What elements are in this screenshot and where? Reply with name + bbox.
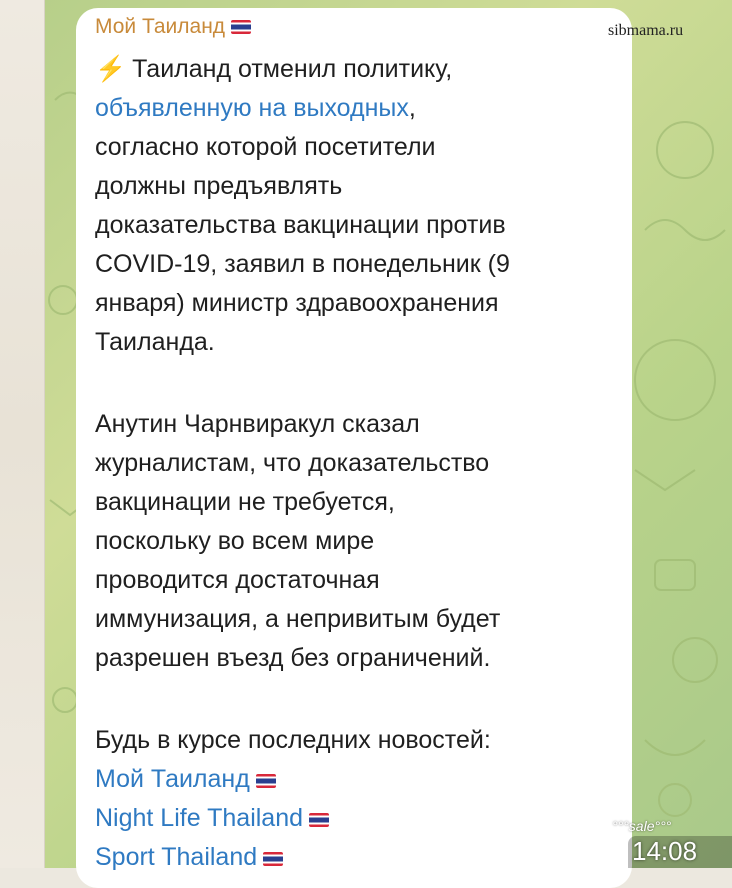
message-line: иммунизация, а непривитым будет	[95, 605, 501, 633]
link-sport-thailand[interactable]: Sport Thailand	[95, 843, 283, 872]
left-panel-edge	[0, 0, 45, 868]
thailand-flag-icon	[309, 813, 329, 827]
message-line: COVID-19, заявил в понедельник (9	[95, 250, 510, 278]
thailand-flag-icon	[256, 774, 276, 788]
lightning-icon: ⚡	[95, 55, 127, 83]
weekend-policy-link[interactable]: объявленную на выходных	[95, 94, 409, 122]
message-line: Таиланда.	[95, 328, 215, 356]
message-line: разрешен въезд без ограничений.	[95, 644, 491, 672]
link-my-thailand[interactable]: Мой Таиланд	[95, 765, 276, 794]
message-line: должны предъявлять	[95, 172, 343, 200]
message-line: согласно которой посетители	[95, 133, 436, 161]
message-line: журналистам, что доказательство	[95, 449, 490, 477]
footer-title: Будь в курсе последних новостей:	[95, 726, 491, 754]
message-line: поскольку во всем мире	[95, 527, 375, 555]
watermark: sibmama.ru	[608, 22, 684, 39]
message-line: проводится достаточная	[95, 566, 380, 594]
sale-watermark: °°°sale°°°	[612, 818, 672, 834]
message-line: вакцинации не требуется,	[95, 488, 395, 516]
thailand-flag-icon	[263, 852, 283, 866]
message-line: объявленную на выходных,	[95, 94, 416, 122]
link-night-life-thailand[interactable]: Night Life Thailand	[95, 804, 329, 833]
message-line: доказательства вакцинации против	[95, 211, 506, 239]
message-line: января) министр здравоохранения	[95, 289, 499, 317]
thailand-flag-icon	[231, 20, 251, 34]
message-line: ⚡ Таиланд отменил политику,	[95, 55, 453, 83]
message-time: 14:08	[632, 836, 698, 866]
message-line: Анутин Чарнвиракул сказал	[95, 410, 420, 438]
channel-name[interactable]: Мой Таиланд	[95, 15, 251, 39]
